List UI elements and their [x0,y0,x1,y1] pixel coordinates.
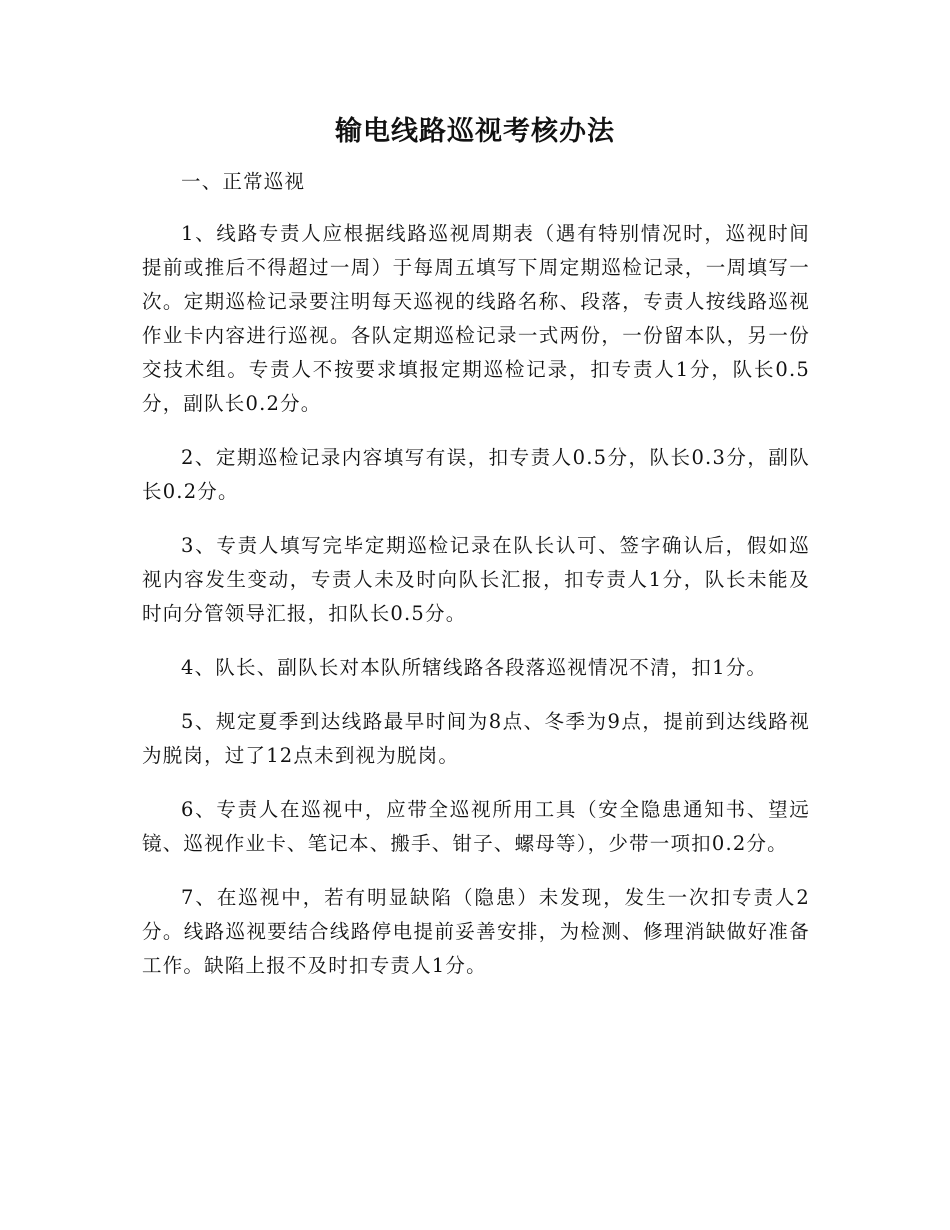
section-heading: 一、正常巡视 [181,170,306,193]
paragraph-6: 6、专责人在巡视中，应带全巡视所用工具（安全隐患通知书、望远镜、巡视作业卡、笔记本、搬手、钳子、螺母等），少带一项扣0.2分。 [142,798,810,855]
paragraph-4: 4、队长、副队长对本队所辖线路各段落巡视情况不清，扣1分。 [181,656,768,679]
document-title: 输电线路巡视考核办法 [335,116,615,147]
paragraph-3: 3、专责人填写完毕定期巡检记录在队长认可、签字确认后，假如巡视内容发生变动，专责人未及时向队长汇报，扣专责人1分，队长未能及时向分管领导汇报，扣队长0.5分。 [142,534,810,625]
paragraph-1: 1、线路专责人应根据线路巡视周期表（遇有特别情况时，巡视时间提前或推后不得超过一周）于每周五填写下周定期巡检记录，一周填写一次。定期巡检记录要注明每天巡视的线路名称、段落，专责人按线路巡视作业卡内容进行巡视。各队定期巡检记录一式两份，一份留本队，另一份交技术组。专责人不按要求填报定期巡检记录，扣专责人1分，队长0.5分，副队长0.2分。 [142,222,810,415]
paragraph-7: 7、在巡视中，若有明显缺陷（隐患）未发现，发生一次扣专责人2分。线路巡视要结合线路停电提前妥善安排，为检测、修理消缺做好准备工作。缺陷上报不及时扣专责人1分。 [142,886,810,977]
paragraph-5: 5、规定夏季到达线路最早时间为8点、冬季为9点，提前到达线路视为脱岗，过了12点未到视为脱岗。 [142,710,810,767]
paragraph-2: 2、定期巡检记录内容填写有误，扣专责人0.5分，队长0.3分，副队长0.2分。 [142,446,810,503]
document-body [142,165,810,1003]
